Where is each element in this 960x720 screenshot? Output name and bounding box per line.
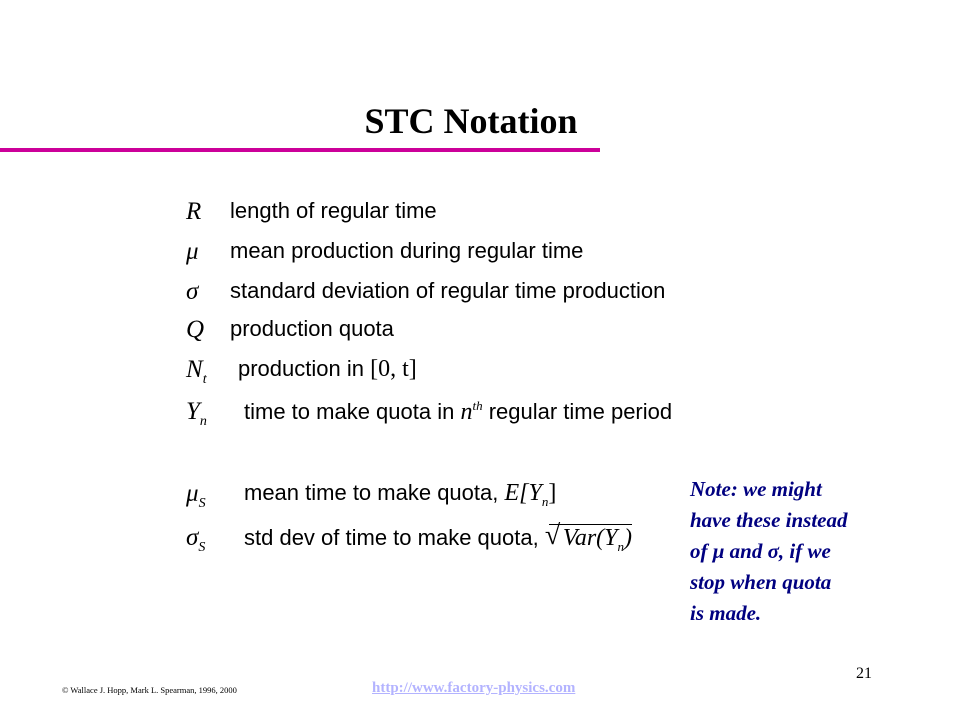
note-line: is made. bbox=[690, 601, 762, 625]
factory-physics-link[interactable]: http://www.factory-physics.com bbox=[372, 680, 576, 696]
desc-yn: time to make quota in $n^{th}$ regular time period bbox=[244, 398, 673, 425]
desc-sigma: standard deviation of regular time production bbox=[230, 278, 666, 303]
radical-icon: √ bbox=[544, 520, 561, 551]
expectation-math: $E[Y_n]$ bbox=[504, 480, 557, 509]
nth-math: $n^{th}$ bbox=[460, 398, 483, 425]
desc-sigma-s: std dev of time to make quota, √ $Var(Y_n)$ bbox=[244, 520, 633, 554]
symbol-q: Q bbox=[186, 316, 205, 343]
desc-mu: mean production during regular time bbox=[230, 238, 584, 263]
sqrt-variance-math: √ $Var(Y_n)$ bbox=[544, 520, 633, 554]
note-line: stop when quota bbox=[690, 570, 832, 594]
note-line: Note: we might bbox=[690, 477, 822, 501]
desc-r: length of regular time bbox=[230, 198, 437, 223]
interval-math: [0, t] bbox=[370, 356, 417, 382]
note-line: of μ and σ, if we bbox=[690, 539, 831, 563]
symbol-sigma: σ bbox=[186, 278, 199, 305]
symbol-yn: $Y_n$ bbox=[186, 398, 207, 429]
slide-title: STC Notation bbox=[364, 101, 578, 141]
desc-nt: production in [0, t] bbox=[238, 356, 417, 382]
symbol-nt: $N_t$ bbox=[186, 356, 207, 387]
page-number: 21 bbox=[856, 665, 872, 682]
symbol-sigma-s: $\sigma_S$ bbox=[186, 524, 206, 555]
symbol-mu-s: $\mu_S$ bbox=[186, 480, 206, 511]
symbol-r: R bbox=[186, 198, 202, 225]
title-underline bbox=[0, 148, 600, 152]
desc-mu-s: mean time to make quota, $E[Y_n]$ bbox=[244, 480, 557, 509]
desc-q: production quota bbox=[230, 316, 394, 341]
note-line: have these instead bbox=[690, 508, 848, 532]
copyright-notice: © Wallace J. Hopp, Mark L. Spearman, 1996, 2000 bbox=[62, 685, 237, 695]
note-callout bbox=[690, 474, 910, 629]
symbol-mu: μ bbox=[186, 238, 199, 265]
